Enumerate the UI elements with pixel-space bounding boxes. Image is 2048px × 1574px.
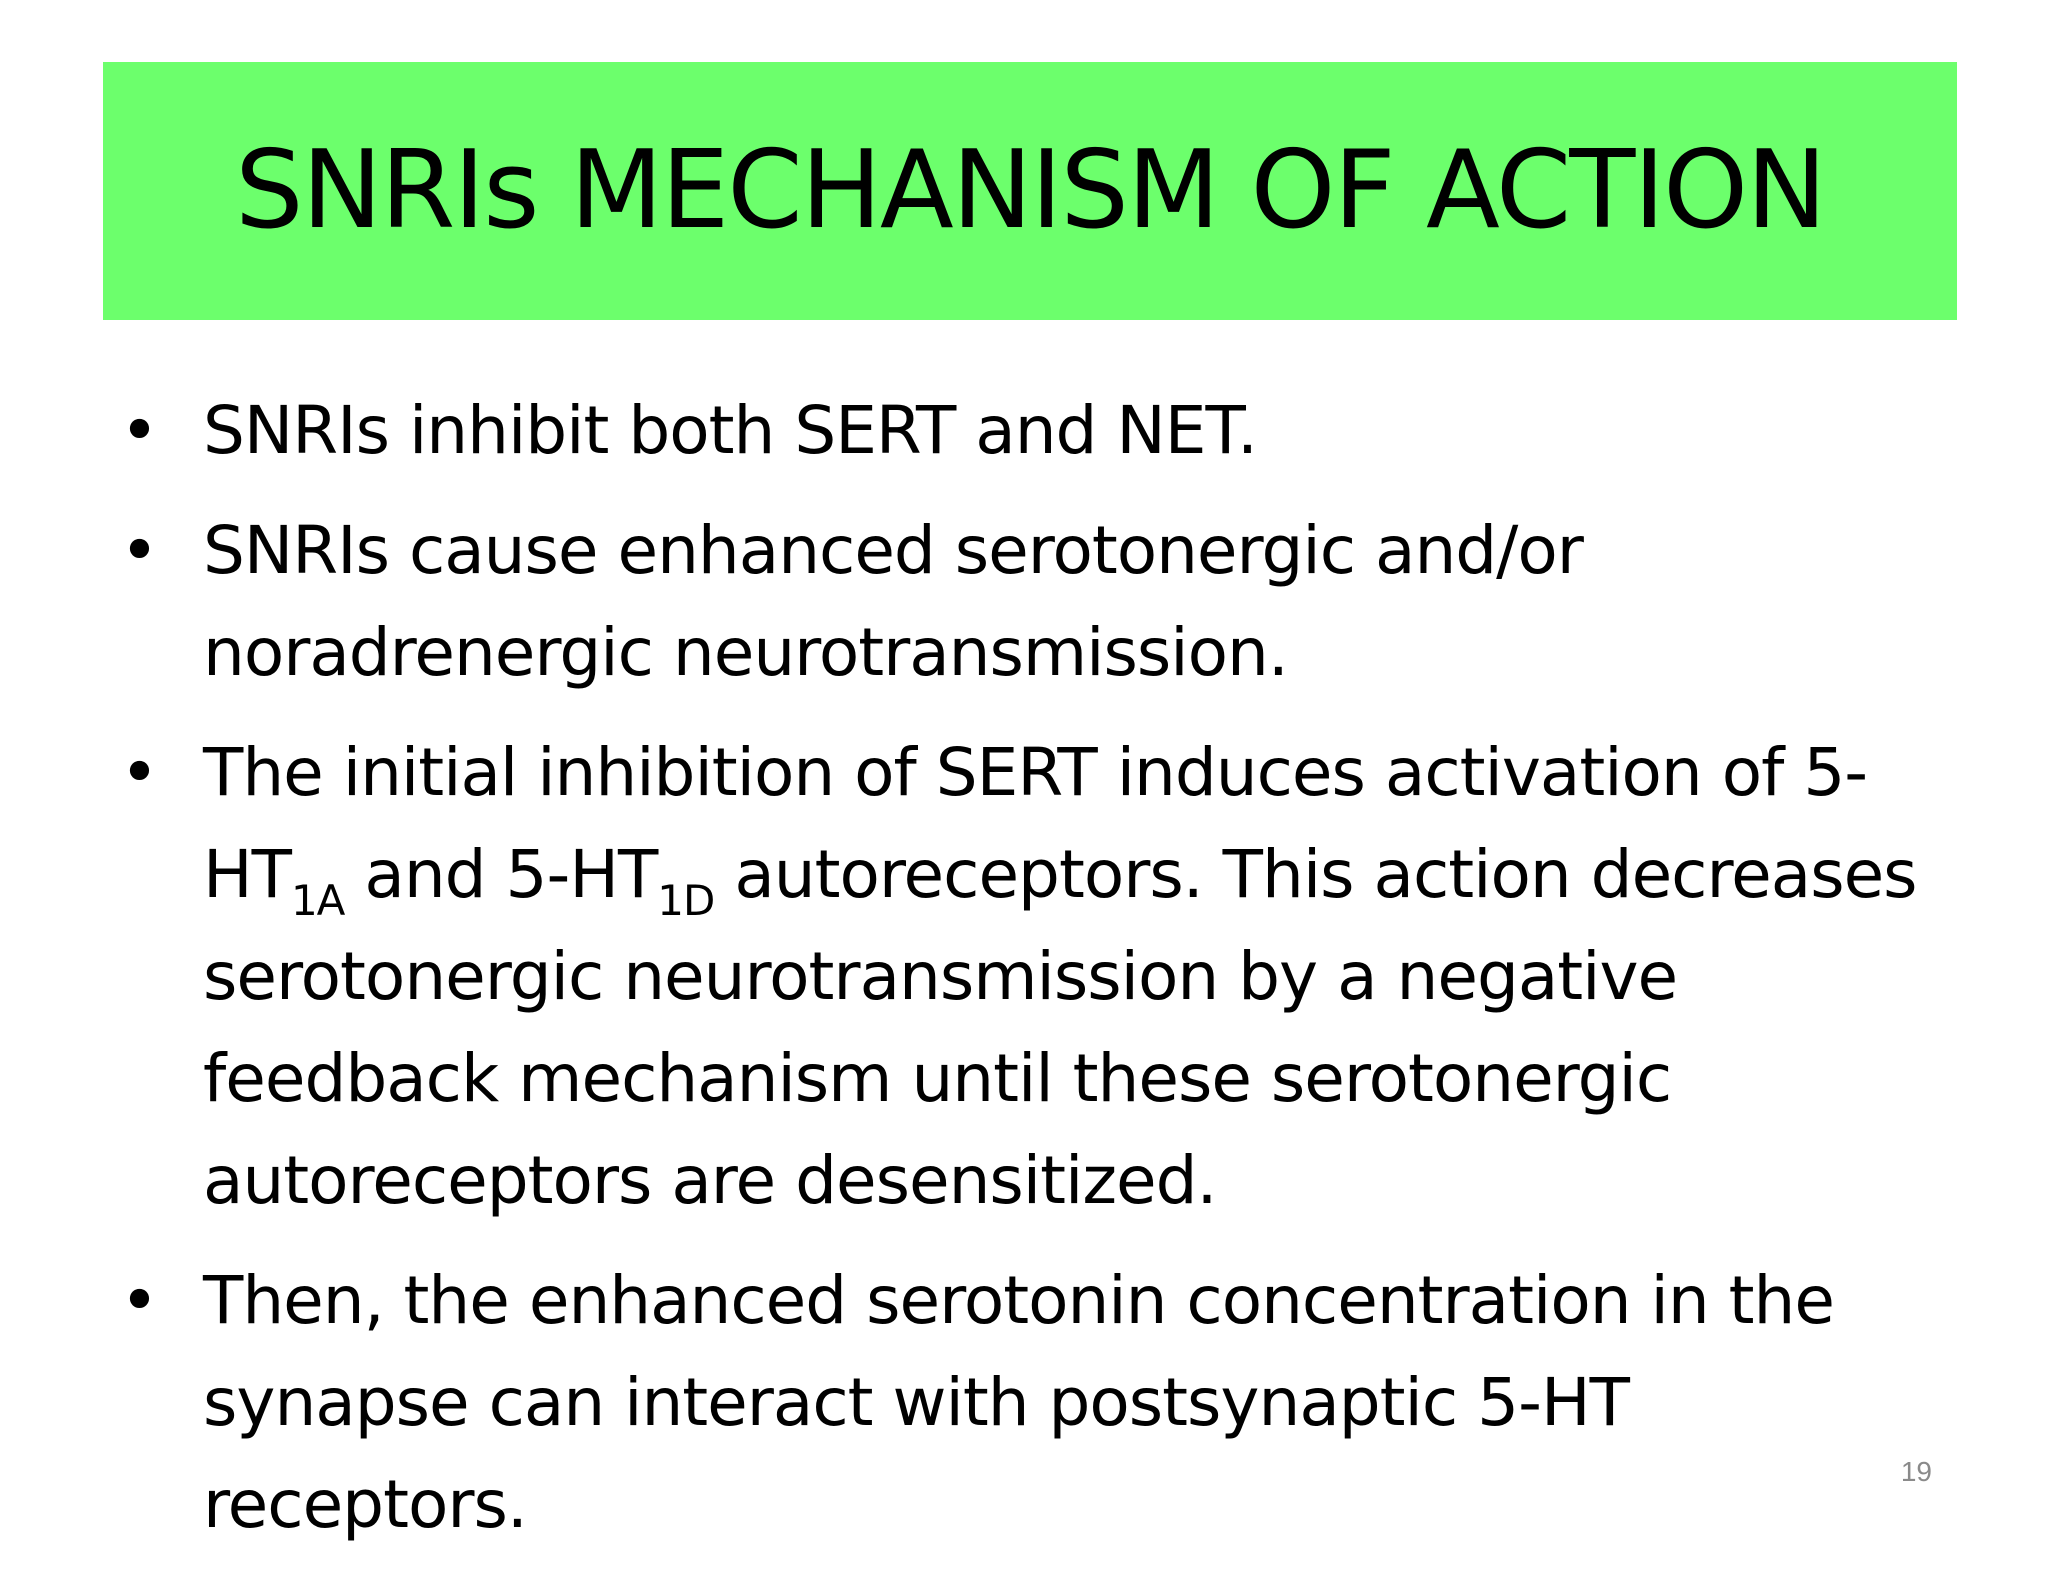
bullet-icon: • — [120, 392, 158, 469]
subscript: 1D — [657, 876, 715, 925]
list-item — [120, 500, 1940, 704]
bullet-text: SNRIs inhibit both SERT and NET. — [203, 392, 1257, 469]
list-item — [120, 722, 1940, 1232]
bullet-text: Then, the enhanced serotonin concentration in the synapse can interact with postsynaptic 5-HT receptors. — [203, 1262, 1834, 1543]
bullet-text-part: and 5-HT — [344, 836, 658, 913]
title-banner — [103, 62, 1957, 320]
bullet-icon: • — [120, 1262, 158, 1339]
bullet-icon: • — [120, 734, 158, 811]
bullet-text-part: autoreceptors. This action decreases serotonergic neurotransmission by a negative feedback mechanism until these serotonergic autoreceptors are desensitized. — [203, 836, 1917, 1219]
bullet-list — [120, 380, 1940, 1574]
list-item — [120, 380, 1940, 482]
slide-number: 19 — [1900, 1456, 1932, 1487]
bullet-text-part: The initial inhibition of SERT induces activation of 5-HT — [203, 734, 1868, 913]
bullet-text: SNRIs cause enhanced serotonergic and/or noradrenergic neurotransmission. — [203, 512, 1583, 691]
subscript: 1A — [290, 876, 345, 925]
bullet-icon: • — [120, 512, 158, 589]
slide-title: SNRIs MECHANISM OF ACTION — [235, 128, 1825, 253]
list-item — [120, 1250, 1940, 1556]
